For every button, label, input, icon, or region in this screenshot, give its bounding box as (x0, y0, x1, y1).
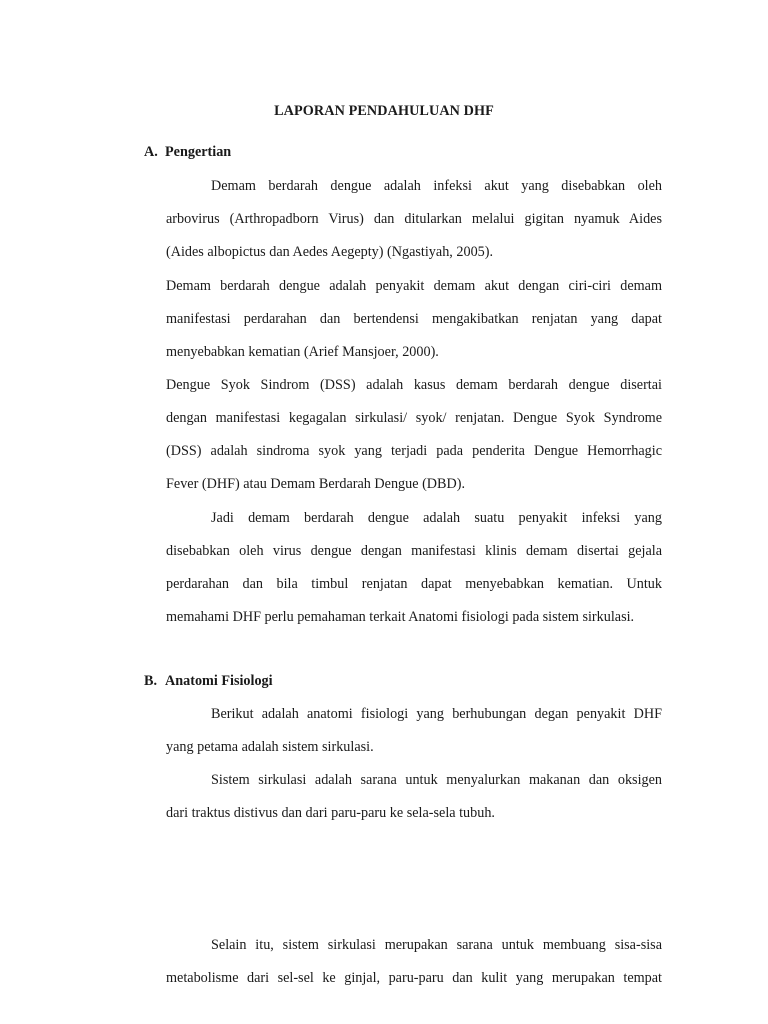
paragraph-line: (DSS) adalah sindroma syok yang terjadi pada penderita Dengue Hemorrhagic (166, 443, 662, 459)
paragraph-line: metabolisme dari sel-sel ke ginjal, paru-paru dan kulit yang merupakan tempat (166, 970, 662, 986)
paragraph-line: dari traktus distivus dan dari paru-paru ke sela-sela tubuh. (166, 805, 495, 821)
paragraph-line: Selain itu, sistem sirkulasi merupakan sarana untuk membuang sisa-sisa (211, 937, 662, 953)
paragraph-line: dengan manifestasi kegagalan sirkulasi/ syok/ renjatan. Dengue Syok Syndrome (166, 410, 662, 426)
section-a-title: Pengertian (165, 144, 232, 160)
paragraph-line: (Aides albopictus dan Aedes Aegepty) (Ngastiyah, 2005). (166, 244, 494, 260)
section-b-title: Anatomi Fisiologi (165, 673, 273, 689)
section-b-letter: B. (144, 673, 158, 689)
paragraph-line: Demam berdarah dengue adalah penyakit demam akut dengan ciri-ciri demam (166, 278, 662, 294)
document-title: LAPORAN PENDAHULUAN DHF (274, 103, 494, 119)
paragraph-line: manifestasi perdarahan dan bertendensi mengakibatkan renjatan yang dapat (166, 311, 662, 327)
paragraph-line: disebabkan oleh virus dengue dengan manifestasi klinis demam disertai gejala (166, 543, 662, 559)
section-a-heading (144, 144, 231, 161)
paragraph-line: arbovirus (Arthropadborn Virus) dan ditularkan melalui gigitan nyamuk Aides (166, 211, 662, 227)
paragraph-line: Demam berdarah dengue adalah infeksi akut yang disebabkan oleh (211, 178, 662, 194)
section-b-heading (144, 673, 273, 690)
paragraph-line: perdarahan dan bila timbul renjatan dapat menyebabkan kematian. Untuk (166, 576, 662, 592)
paragraph-line: memahami DHF perlu pemahaman terkait Anatomi fisiologi pada sistem sirkulasi. (166, 609, 635, 625)
paragraph-line: Dengue Syok Sindrom (DSS) adalah kasus demam berdarah dengue disertai (166, 377, 662, 393)
paragraph-line: Fever (DHF) atau Demam Berdarah Dengue (DBD). (166, 476, 466, 492)
paragraph-line: yang petama adalah sistem sirkulasi. (166, 739, 374, 755)
paragraph-line: Jadi demam berdarah dengue adalah suatu penyakit infeksi yang (211, 510, 662, 526)
paragraph-line: Sistem sirkulasi adalah sarana untuk menyalurkan makanan dan oksigen (211, 772, 662, 788)
paragraph-line: menyebabkan kematian (Arief Mansjoer, 2000). (166, 344, 439, 360)
paragraph-line: Berikut adalah anatomi fisiologi yang berhubungan degan penyakit DHF (211, 706, 662, 722)
section-a-letter: A. (144, 144, 158, 160)
